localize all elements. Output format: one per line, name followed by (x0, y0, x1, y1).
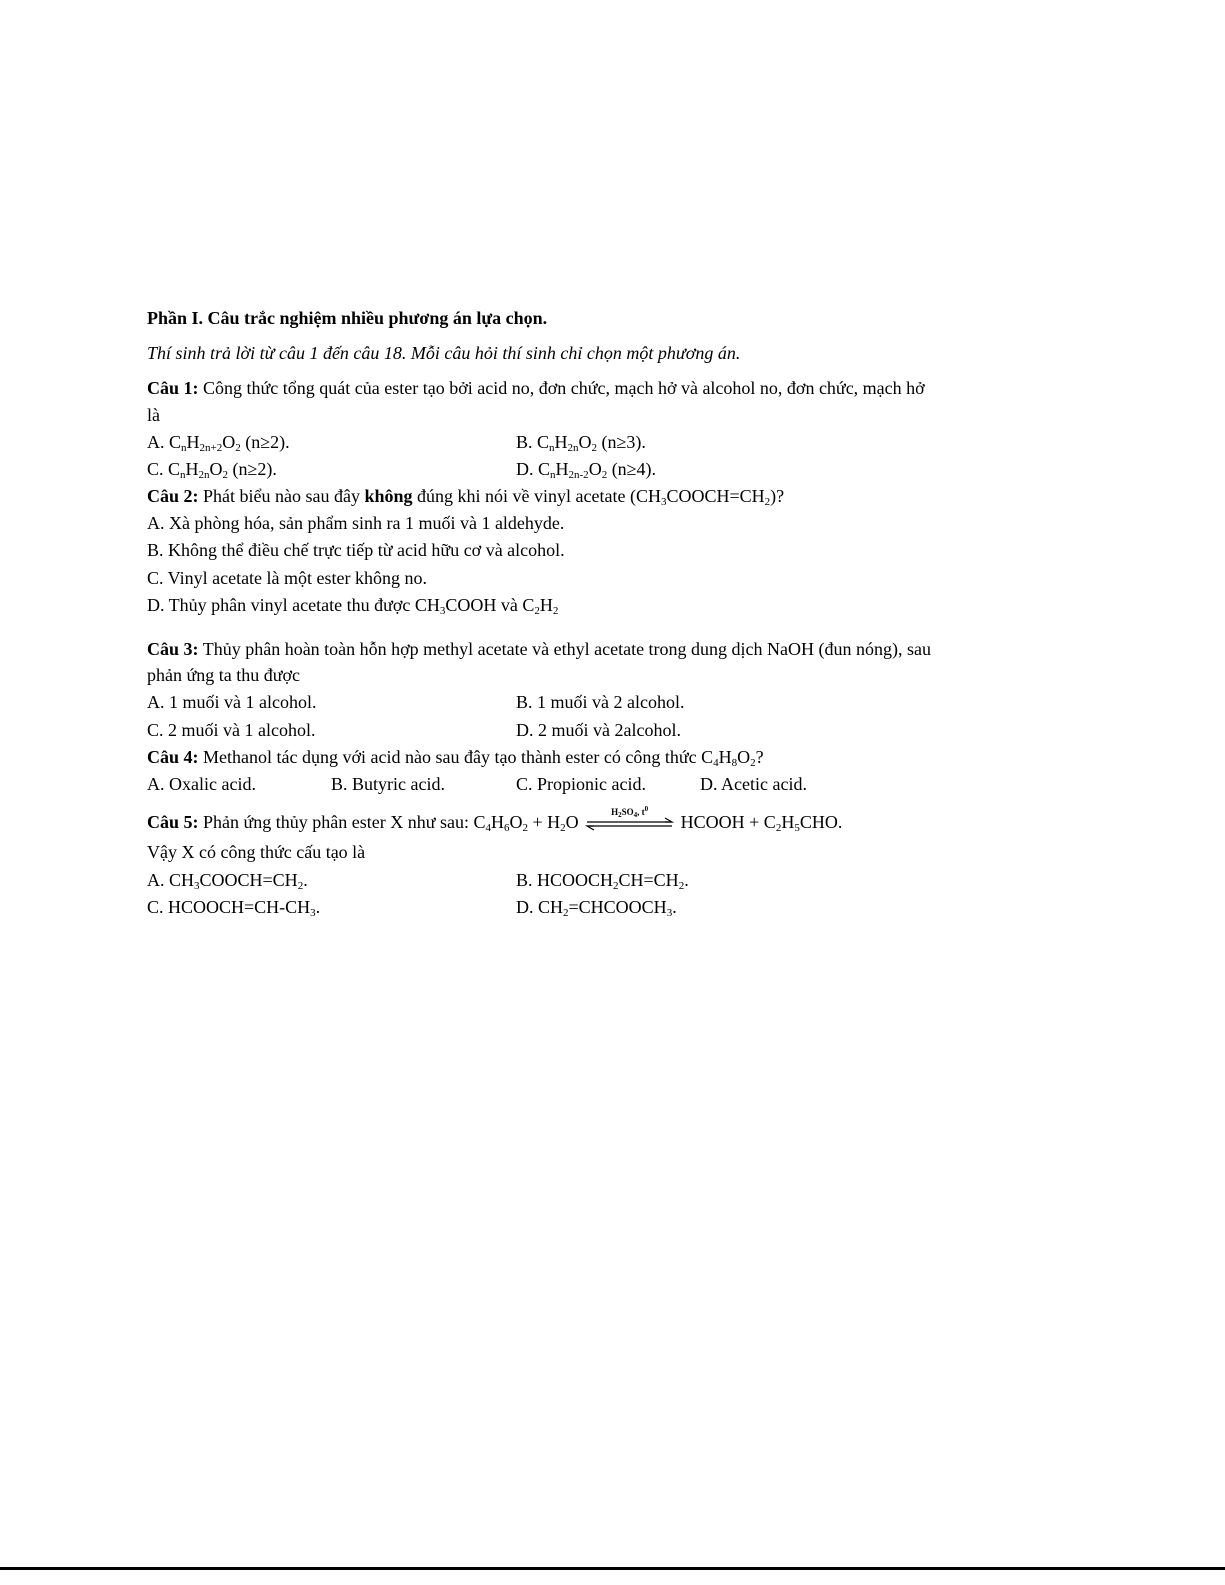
section-instruction: Thí sinh trả lời từ câu 1 đến câu 18. Mỗi câu hỏi thí sinh chỉ chọn một phương án. (147, 343, 741, 363)
question-3-option-d: D. 2 muối và 2alcohol. (516, 720, 681, 740)
question-5-stem-cont: Vậy X có công thức cấu tạo là (147, 842, 366, 862)
question-2-text-pre: Phát biểu nào sau đây (203, 486, 360, 506)
question-3-stem (147, 638, 931, 660)
question-3-option-c: C. 2 muối và 1 alcohol. (147, 720, 316, 740)
question-5-option-b: B. $HCOOCH_2CH=CH_2$. (516, 870, 689, 892)
reaction-condition: $H_2SO_4$, $t^0$ (611, 804, 649, 819)
question-4-option-c: C. Propionic acid. (516, 774, 646, 794)
question-2-option-d: D. Thủy phân vinyl acetate thu được $CH_3COOH$ và $C_2H_2$ (147, 595, 559, 617)
question-1-label: Câu 1: (147, 378, 199, 398)
question-3-text: Thủy phân hoàn toàn hỗn hợp methyl acetate và ethyl acetate trong dung dịch NaOH (đun nóng), sau (202, 639, 932, 659)
section-title: Phần I. Câu trắc nghiệm nhiều phương án lựa chọn. (147, 308, 548, 328)
question-2-option-b: B. Không thể điều chế trực tiếp từ acid hữu cơ và alcohol. (147, 540, 565, 560)
question-4-option-a: A. Oxalic acid. (147, 774, 256, 794)
question-1-option-b: B. $C_nH_{2n}O_2$ (n≥3). (516, 432, 646, 454)
question-5-stem (147, 804, 843, 835)
question-5-text: Phản ứng thủy phân ester X như sau: $C_4H_6O_2 + H_2O$ (203, 812, 579, 834)
question-2-text-bold: không (364, 486, 413, 506)
page-bottom-rule (0, 1567, 1225, 1570)
question-4-stem (147, 746, 764, 768)
question-4-option-b: B. Butyric acid. (331, 774, 445, 794)
question-1-option-c: C. $C_nH_{2n}O_2$ (n≥2). (147, 459, 277, 481)
question-2-option-a: A. Xà phòng hóa, sản phẩm sinh ra 1 muối và 1 aldehyde. (147, 513, 565, 533)
question-1-option-a: A. $C_nH_{2n+2}O_2$ (n≥2). (147, 432, 290, 454)
equilibrium-arrow-icon (585, 804, 675, 835)
question-2-label: Câu 2: (147, 486, 199, 506)
question-3-option-a: A. 1 muối và 1 alcohol. (147, 692, 317, 712)
question-4-option-d: D. Acetic acid. (700, 774, 807, 794)
question-1-stem (147, 377, 925, 399)
question-2-option-c: C. Vinyl acetate là một ester không no. (147, 568, 428, 588)
question-5-option-a: A. $CH_3COOCH=CH_2$. (147, 870, 308, 892)
question-4-text: Methanol tác dụng với acid nào sau đây tạo thành ester có công thức $C_4H_8O_2$? (203, 747, 764, 769)
question-5-label: Câu 5: (147, 812, 199, 832)
question-5-products: HCOOH + $C_2H_5CHO$. (680, 812, 843, 834)
question-3-stem-cont: phản ứng ta thu được (147, 665, 300, 685)
question-2-text-post: đúng khi nói về vinyl acetate $(CH_3COOCH=CH_2)$? (417, 486, 785, 508)
question-1-text: Công thức tổng quát của ester tạo bởi acid no, đơn chức, mạch hở và alcohol no, đơn chức, mạch hở (203, 378, 925, 398)
question-3-option-b: B. 1 muối và 2 alcohol. (516, 692, 685, 712)
question-1-option-d: D. $C_nH_{2n-2}O_2$ (n≥4). (516, 459, 657, 481)
question-1-stem-cont: là (147, 405, 160, 425)
question-5-option-d: D. $CH_2=CHCOOCH_3$. (516, 897, 677, 919)
question-5-option-c: C. $HCOOCH=CH-CH_3$. (147, 897, 321, 919)
question-3-label: Câu 3: (147, 639, 199, 659)
question-2-stem (147, 485, 784, 507)
question-4-label: Câu 4: (147, 747, 199, 767)
